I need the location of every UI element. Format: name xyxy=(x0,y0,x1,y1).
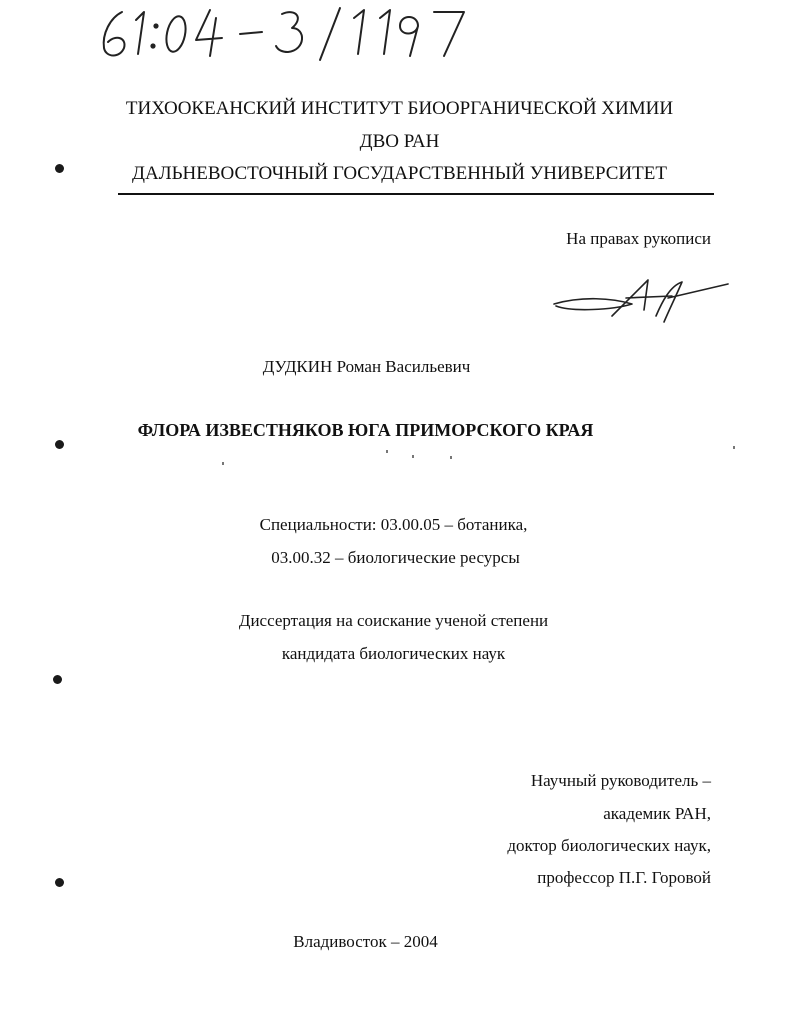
supervisor-line-4: профессор П.Г. Горовой xyxy=(537,868,711,887)
scan-speck xyxy=(412,455,414,458)
signature xyxy=(552,276,732,328)
specialty-line-1: Специальности: 03.00.05 – ботаника, xyxy=(259,515,528,534)
university-name: ДАЛЬНЕВОСТОЧНЫЙ ГОСУДАРСТВЕННЫЙ УНИВЕРСИТЕТ xyxy=(132,163,667,184)
institute-name: ТИХООКЕАНСКИЙ ИНСТИТУТ БИООРГАНИЧЕСКОЙ ХИМИИ xyxy=(125,98,674,119)
author-name: ДУДКИН Роман Васильевич xyxy=(262,357,471,376)
archive-number-handwriting xyxy=(92,4,492,62)
scan-mark xyxy=(53,675,62,684)
scan-mark xyxy=(55,440,64,449)
scan-mark xyxy=(55,878,64,887)
specialty-line-2: 03.00.32 – биологические ресурсы xyxy=(271,548,520,567)
institute-branch: ДВО РАН xyxy=(359,131,440,152)
manuscript-note: На правах рукописи xyxy=(566,229,711,248)
scan-mark xyxy=(55,164,64,173)
dissertation-title: ФЛОРА ИЗВЕСТНЯКОВ ЮГА ПРИМОРСКОГО КРАЯ xyxy=(137,420,594,440)
scan-speck xyxy=(386,450,388,453)
header-divider xyxy=(118,193,714,195)
scan-speck xyxy=(450,456,452,459)
scan-speck xyxy=(733,446,735,449)
supervisor-line-3: доктор биологических наук, xyxy=(507,836,711,855)
supervisor-line-2: академик РАН, xyxy=(603,804,711,823)
supervisor-line-1: Научный руководитель – xyxy=(530,771,711,790)
city-year: Владивосток – 2004 xyxy=(293,932,438,951)
degree-line-2: кандидата биологических наук xyxy=(281,644,506,663)
scan-speck xyxy=(222,462,224,465)
degree-line-1: Диссертация на соискание ученой степени xyxy=(238,611,549,630)
